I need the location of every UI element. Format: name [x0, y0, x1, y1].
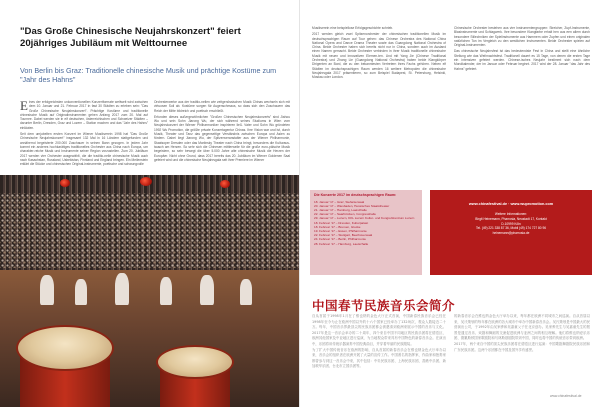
paragraph: Musikverein eine beispiellose Erfolgsgeschichte schrieb. — [312, 26, 394, 30]
lantern-icon — [140, 177, 152, 186]
concert-photo — [0, 175, 300, 407]
paragraph: Das chinesische Neujahrsfest ist das bedeutendste Fest in China und stellt eine ähnliche Stellung wie das Weihnachtsfest. Traditionell dauert es 15 Tage, von denen die ersten Tage ein intensiven gefeiert werden. Chinese-isches Neujahr bestimmt sich nach dem Mondkalender, der im Januar oder Februar beginnt. 2017 wird der 28. Januar "das Jahr des Hahns" gefeiert. — [454, 49, 590, 71]
paragraph: 2017 werden gleich zwei Spitzenorchester der chinesischen traditionellen Musik im deutschsprachigen Raum auf Tour gehen: das Chinese Orchestra des National China National Opera and Dance Drama Theater sowie das Guangdong National Orchestra of China. Beide Orchester haben sich bereits nicht nur in China, sondern auch im Ausland einen Namen gemacht. Beide Orchester verbinden in ihrer Musik traditionelle chinesische Musik mit neuen und innovativen Elemen-ten. Und mit Yang Jie (Chinese Traditional Orchestra) und Zhang Lie (Guangdong National Orchestra) haben beide Klangkörper Dirigenten an Bord, die zu den bekanntesten Vertretern ihres Fachs gehören. Neben elf Städten im deutschsprachigen Raum werden 16 weitere Metropolen die chinesische Neujahrsgala 2017 präsentieren, so zum Beispiel Budapest, St. Petersburg, Helsinki, Moskau oder London. — [312, 32, 446, 80]
concert-date: 18. Februar '17 – Dresden, Kulturpalast — [314, 220, 369, 225]
chinese-column-1 — [312, 314, 446, 394]
drop-cap: E — [20, 100, 28, 113]
contact-line: Tel. (49) 221 338 87 36, Mobil (49) 174 727 80 96 — [476, 226, 546, 231]
contact-line: D-10999 Köln — [501, 221, 521, 226]
musician — [160, 277, 172, 305]
right-column-2 — [454, 26, 590, 186]
concert-date: 28. Februar '17 – Hamburg, Laeiszhalle — [314, 241, 369, 246]
article-title: "Das Große Chinesische Neujahrskonzert" feiert 20jähriges Jubiläum mit Welttournee — [20, 26, 241, 49]
contact-line: Birgit Heinemann, Pharrosia, Neustadt 17, Kontakt — [475, 216, 547, 221]
right-page — [300, 0, 600, 407]
concert-date: 18. Januar '17 – Graz, Stefaniensaal — [314, 199, 365, 204]
musician — [40, 275, 54, 305]
audience — [0, 193, 300, 268]
paragraph: 为了扩大中国传统音乐在欧洲的影响，自从首届的新春音乐会在维也纳金色大厅举办以来，音乐会的组织者在欧洲开展了大量的宣传工作。中国著名的指挥家、作曲家和独奏家都曾参与到这一音乐会中来，其中包括：中央民族乐团、上海民族乐团、香港中乐团、新加坡华乐团、台北市立国乐团等。 — [312, 347, 446, 369]
footer-url[interactable]: www.chinafestival.de — [550, 394, 582, 398]
musician — [75, 279, 87, 305]
concert-date: 18. Februar '17 – Bremen, Glocke — [314, 224, 361, 229]
concert-dates-box — [310, 190, 422, 275]
paragraph: Seit dem umjubelten ersten Konzert im Wiener Musikverein 1998 hat "Das Große Chinesische Neujahrskonzert" insgesamt 132 Mal in 16 Ländern stattgefunden und annähernd begeisterte 200.000 Zuschauer in seinen Bann gezogen. In jedem Jahr kommt ein anderes hochkarätiges traditionelles Orchester aus China nach Europa, um charakter-reiche Musik und Instrumente seiner Region vorzustellen. Zum 20. Jubiläum 2017 werden vier Orchester ausgewählt, die die traditio-nelle chinesische Musik auch nach Kasachstan, Russland, Usbekistan, Finnland und England bringen. Ein Meilenstein erklärt die Stücke und chinesischen Original-instrumente, poetische und schwungvolle — [20, 132, 148, 167]
concert-date: 19. Februar '17 – Essen, Philharmonie — [314, 228, 367, 233]
lantern-icon — [60, 179, 70, 187]
article-subtitle: Von Berlin bis Graz: Traditionelle chinesische Musik und prächtige Kostüme zum "Jahr des Hahns" — [20, 66, 277, 84]
paragraph: 的新春音乐会在维也纳金色大厅举办以来，每年都在欧洲不同城市之间巡演。自从首届以来，吴氏策划的每年都在欧洲的各大城市中举办中国新春音乐会。吴氏策划是中国最大的民营演出公司，于1992年由吴家骅和吴嘉童父子在北京创办。吴家骅先生与吴嘉童先生的愿景是通过音乐、戏剧和舞蹈的交流促进欧洲与亚洲之间的相互理解。他们将维也纳爱乐乐团、德累斯顿国家歌剧院和马林斯基剧院带到中国，同时也将中国的传统音乐带到欧洲。 — [454, 314, 590, 341]
left-column-2 — [154, 100, 290, 174]
concert-date: 20. Januar '17 – Wiesbaden, Hessisches Staatstheater — [314, 203, 390, 208]
contact-line: Weitere Informationen: — [494, 212, 528, 216]
paragraph: 自从首届于1998年1月在了维也纳的金色大厅正式首演，中国新春民族音乐会已经在1998年至今为止在欧洲中国以外的十六个国家已经举办了132场次，观众人数接近二十万。每年，中国音乐界最顶尖的民族乐团都会被邀请到欧洲来展示中国的音乐与文化。2017年是这一音乐会举办的二十周年，四个来自中国不同地区的民族乐团将在德语区、欧洲其他国家及中亚地区进行巡演，为当地观众带来具有中国特色的新春音乐会。在演出中，乐团将用传统乐器演奏中国经典曲目，并穿着华丽的民族服装。 — [312, 314, 446, 346]
concert-date: 29. Januar '17 – Luzern, KKL Luzern Kultur- und Kongreßzentrum Luzern — [314, 216, 415, 221]
chinese-column-2 — [454, 314, 590, 392]
paragraph: 2017年，两个来自中国的顶尖民族乐团将在德语区进行巡演：中国歌剧舞剧院民族乐团和广东民族乐团。这两个乐团都在中国及国外享有盛誉。 — [454, 341, 590, 352]
musician — [115, 273, 129, 305]
contact-url[interactable]: www.chinafestival.de · www.wupromotion.com — [468, 202, 554, 206]
musician — [240, 279, 252, 305]
paragraph: ines der erfolgreichsten unkonventionellen Konzertformate weltweit wird zwischen dem 10. Januar und 21. Februar 2017 in fast 30 Städten zu erleben sein: "Das Große Chinesische Neujahrskonzert". Prächtige Kostüme und traditionelle chinesische Musik auf Originalinstrumenten gehen Anfang 2017 zum 20. Mal auf Tournee. Dabei werden sie in elf deutschen, österreichischen und Schweizer Städten – darunter Berlin, Dresden, Graz und Luzern – Station machen und das "Jahr des Hahns" einläuten. — [20, 100, 148, 130]
concert-dates-heading: Die Konzerte 2017 im deutschsprachigen Raum: — [314, 193, 397, 197]
concert-date: 22. Januar '17 – Saarbrücken, Congresshalle — [314, 212, 376, 217]
drum-icon — [16, 325, 114, 371]
contact-info — [430, 212, 592, 236]
paragraph: Orchesterwerke aus der traditio-nellen wie zeitgenössischen Musik Chinas wechseln sich mit virtuosen Soli ab. Kostüme sorgen für Augenschmaus, so dass sich den Zuschauern das Reich der Mitte bildreich und poetisch erschließt. — [154, 100, 290, 113]
contact-box — [430, 190, 592, 275]
chinese-title: 中国春节民族音乐会简介 — [312, 298, 456, 313]
musician — [200, 275, 214, 305]
concert-date: 24. Februar '17 – Berlin, Philharmonie — [314, 237, 367, 242]
contact-email[interactable]: heinemann@pharrosia.de — [492, 231, 530, 236]
concert-date: 21. Januar '17 – Hamburg, Laeiszhalle — [314, 207, 367, 212]
lantern-icon — [220, 180, 230, 188]
drum-icon — [156, 345, 234, 379]
right-column-1 — [312, 26, 446, 186]
left-column-1 — [20, 100, 148, 174]
paragraph: Erfunden dieses außergewöhnlichen "Großen Chinesischen Neujahrskonzerts" sind Jiahou Wu und sein Sohn Jiarong Wu, der sich während seines Studiums in Wien vom Neujahrskonzert der Wiener Philharmoniker inspirieren ließ. Vater und Sohn Wu gründeten 1992 Wu Promotion, die größte private Konzertagentur Chinas. Ihre Vision war und ist, durch Musik, Theater und Tanz das gegenseitige Verständnis zwischen Europa und Asien zu fördern. Dabei liegt Jiarong Wu, der Spitzenveranstalter aus der Wiener Philharmonie, Staatsoper Dresden oder das Mariinsky Theater nach China bringt, besonders die Kulturaus-tausch am Herzen. So sehr sich die Chinesen mittlerweile für die große euro-päische Musik begeistern, so sehr bewegt die über 5.000 Jahre alte chinesische Musik die Herzen der Europäer. Nicht ohne Grund, dass 2017 bereits das 20. Jubiläum im Wiener Goldenen Saal gefeiert wird und die chinesische Neujahrsgala seit ihrer Premiere im Wiener — [154, 114, 290, 162]
paragraph: Chinesische Orchester bestehen aus vier Instrumentengruppen: Streicher, Zupf-Instrumente, Blasinstrumente und Schlagwerk. Ihre besondere Klangfarbe erhalt hen aus een allem durch besondere Stilechniken der Spielinstrumente aus Hammern oder Zupfen und einen originalen natürlichen Ton im Vergleich zu den westlichen Instrumenten. Beide Orchester spielen auf Original-Instrumenten. — [454, 26, 590, 48]
concert-date: 22. Februar '17 – Stuttgart, Beethovensaal — [314, 233, 373, 238]
